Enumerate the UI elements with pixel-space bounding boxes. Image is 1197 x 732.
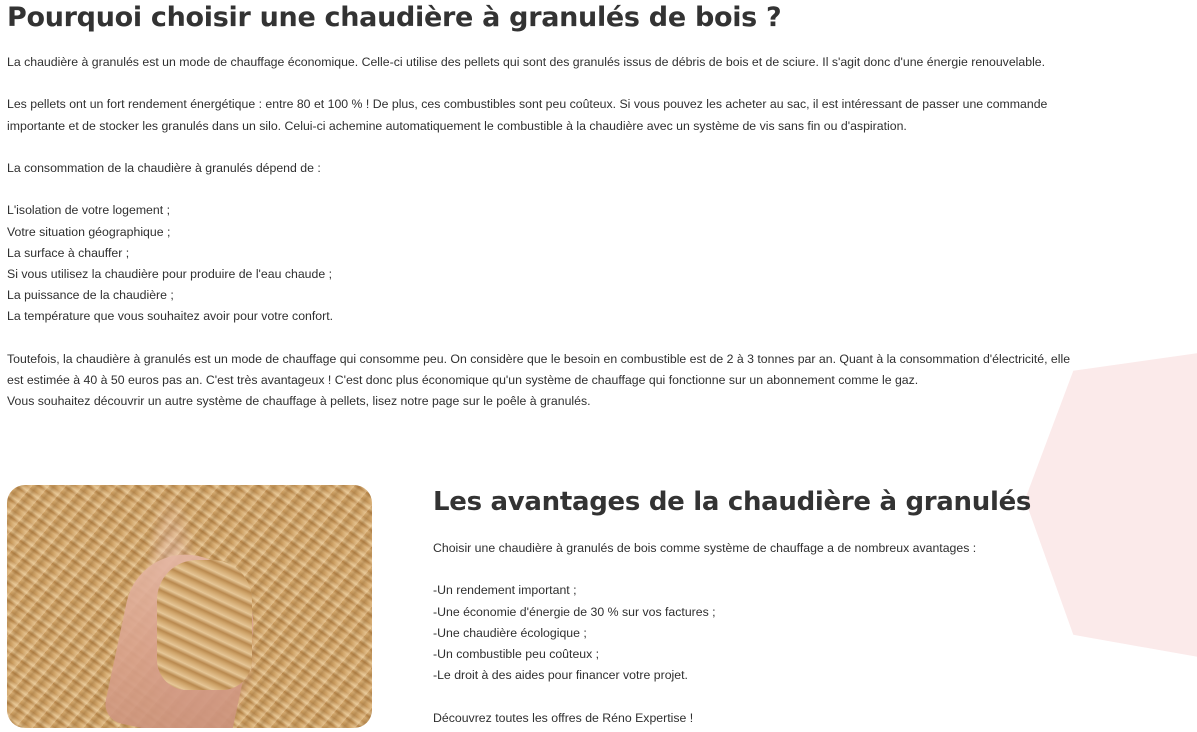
spacer [7,73,1077,94]
spacer [433,559,1053,580]
spacer [7,137,1077,158]
offers-cta: Découvrez toutes les offres de Réno Expertise ! [433,710,694,725]
wood-pellets-photo [7,485,372,728]
spacer [7,328,1077,349]
factor-item: L'isolation de votre logement ; [7,203,170,218]
advantage-item: -Une chaudière écologique ; [433,625,587,640]
advantage-item: -Le droit à des aides pour financer votre projet. [433,668,688,683]
pellet-pile-in-hand [157,560,252,690]
factor-item: La température que vous souhaitez avoir pour votre confort. [7,309,334,324]
advantages-section [433,538,1053,729]
intro-paragraph-3: Toutefois, la chaudière à granulés est un mode de chauffage qui consomme peu. On considère que le besoin en combustible est de 2 à 3 tonnes par an. Quant à la consommation d'électricité, elle est estimée à 40 à 50 euros pas an. C'est très avantageux ! C'est donc plus économique qu'un système de chauffage qui fonctionne sur un abonnement comme le gaz. [7,351,1071,387]
factor-item: Votre situation géographique ; [7,224,171,239]
consumption-intro: La consommation de la chaudière à granulés dépend de : [7,160,321,175]
spacer [7,179,1077,200]
advantage-item: -Une économie d'énergie de 30 % sur vos factures ; [433,604,716,619]
advantage-item: -Un combustible peu coûteux ; [433,647,600,661]
advantages-intro: Choisir une chaudière à granulés de bois comme système de chauffage a de nombreux avantages : [433,541,977,555]
intro-section [7,52,1077,412]
intro-paragraph-1: La chaudière à granulés est un mode de chauffage économique. Celle-ci utilise des pellets qui sont des granulés issus de débris de bois et de sciure. Il s'agit donc d'une énergie renouvelable. [7,55,1046,69]
advantage-item: -Un rendement important ; [433,583,577,598]
intro-paragraph-4: Vous souhaitez découvrir un autre système de chauffage à pellets, lisez notre page sur le poêle à granulés. [7,394,591,409]
factor-item: La surface à chauffer ; [7,245,130,260]
intro-paragraph-2: Les pellets ont un fort rendement énergétique : entre 80 et 100 % ! De plus, ces combustibles sont peu coûteux. Si vous pouvez les acheter au sac, il est intéressant de passer une commande importante et de stocker les granulés dans un silo. Celui-ci achemine automatiquement le combustible à la chaudière avec un système de vis sans fin ou d'aspiration. [7,97,1048,133]
advantages-title: Les avantages de la chaudière à granulés [433,487,1032,517]
factor-item: La puissance de la chaudière ; [7,288,174,303]
page-title: Pourquoi choisir une chaudière à granulés de bois ? [7,2,782,33]
factor-item: Si vous utilisez la chaudière pour produire de l'eau chaude ; [7,266,333,281]
spacer [433,686,1053,707]
